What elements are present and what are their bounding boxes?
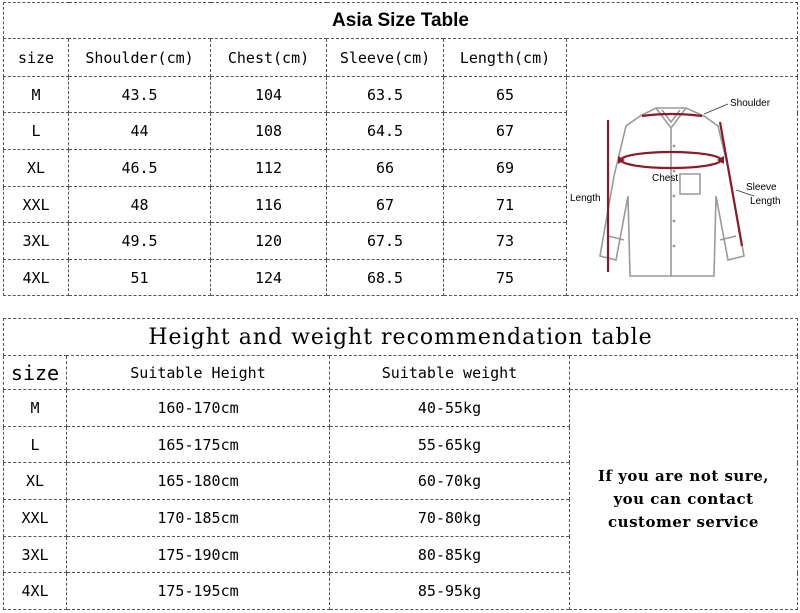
length-label: Length (570, 193, 601, 204)
sleeve-measure-line (720, 122, 742, 246)
chest-cell: 120 (211, 223, 327, 260)
height-cell: 165-180cm (67, 463, 330, 500)
recommend-header-row (4, 356, 798, 390)
weight-cell: 70-80kg (330, 500, 570, 537)
shoulder-label: Shoulder (730, 98, 771, 109)
size-cell: XL (4, 150, 69, 187)
recommendation-table-title: Height and weight recommendation table (4, 319, 798, 356)
shoulder-cell: 48 (69, 187, 211, 223)
header-length: Length(cm) (444, 39, 567, 77)
shoulder-cell: 49.5 (69, 223, 211, 260)
height-cell: 165-175cm (67, 427, 330, 463)
length-cell: 71 (444, 187, 567, 223)
shirt-diagram-cell (567, 77, 798, 296)
size-cell: XXL (4, 187, 69, 223)
note-line: customer service (608, 513, 759, 531)
header-weight: Suitable weight (330, 356, 570, 390)
sleeve-cell: 64.5 (327, 113, 444, 150)
sleeve-cell: 67.5 (327, 223, 444, 260)
chest-label: Chest (652, 173, 679, 184)
height-cell: 170-185cm (67, 500, 330, 537)
header-blank (567, 39, 798, 77)
weight-cell: 85-95kg (330, 573, 570, 610)
sleeve-label: Sleeve (746, 182, 777, 193)
height-cell: 175-195cm (67, 573, 330, 610)
header-size: size (4, 39, 69, 77)
shoulder-cell: 46.5 (69, 150, 211, 187)
length-cell: 73 (444, 223, 567, 260)
contact-note (570, 465, 797, 534)
size-cell: XL (4, 463, 67, 500)
table-row (4, 390, 798, 427)
shoulder-measure-line (642, 114, 702, 116)
size-cell: 3XL (4, 537, 67, 573)
chest-cell: 124 (211, 260, 327, 296)
recommendation-table (3, 318, 798, 610)
chest-cell: 108 (211, 113, 327, 150)
size-cell: 3XL (4, 223, 69, 260)
length-cell: 65 (444, 77, 567, 113)
size-cell: L (4, 427, 67, 463)
size-cell: 4XL (4, 260, 69, 296)
sleeve-cell: 68.5 (327, 260, 444, 296)
sleeve-cell: 66 (327, 150, 444, 187)
header-chest: Chest(cm) (211, 39, 327, 77)
height-cell: 160-170cm (67, 390, 330, 427)
height-cell: 175-190cm (67, 537, 330, 573)
note-line: If you are not sure, (598, 467, 770, 485)
weight-cell: 60-70kg (330, 463, 570, 500)
weight-cell: 40-55kg (330, 390, 570, 427)
asia-size-table-title: Asia Size Table (4, 3, 798, 39)
chest-cell: 104 (211, 77, 327, 113)
header-sleeve: Sleeve(cm) (327, 39, 444, 77)
size-cell: 4XL (4, 573, 67, 610)
size-cell: M (4, 390, 67, 427)
sleeve-cell: 67 (327, 187, 444, 223)
chest-cell: 116 (211, 187, 327, 223)
size-cell: XXL (4, 500, 67, 537)
size-cell: L (4, 113, 69, 150)
asia-header-row (4, 39, 798, 77)
header-height: Suitable Height (67, 356, 330, 390)
shoulder-cell: 44 (69, 113, 211, 150)
length-cell: 69 (444, 150, 567, 187)
asia-size-table (3, 2, 798, 296)
length-cell: 67 (444, 113, 567, 150)
weight-cell: 80-85kg (330, 537, 570, 573)
header-blank (570, 356, 798, 390)
shoulder-cell: 43.5 (69, 77, 211, 113)
size-cell: M (4, 77, 69, 113)
note-line: you can contact (613, 490, 754, 508)
sleeve-length-label: Length (750, 196, 781, 207)
shirt-measurement-icon (568, 86, 796, 286)
header-shoulder: Shoulder(cm) (69, 39, 211, 77)
contact-note-cell (570, 390, 798, 610)
header-size: size (4, 356, 67, 390)
sleeve-cell: 63.5 (327, 77, 444, 113)
chest-cell: 112 (211, 150, 327, 187)
weight-cell: 55-65kg (330, 427, 570, 463)
table-row (4, 77, 798, 113)
shoulder-cell: 51 (69, 260, 211, 296)
length-cell: 75 (444, 260, 567, 296)
